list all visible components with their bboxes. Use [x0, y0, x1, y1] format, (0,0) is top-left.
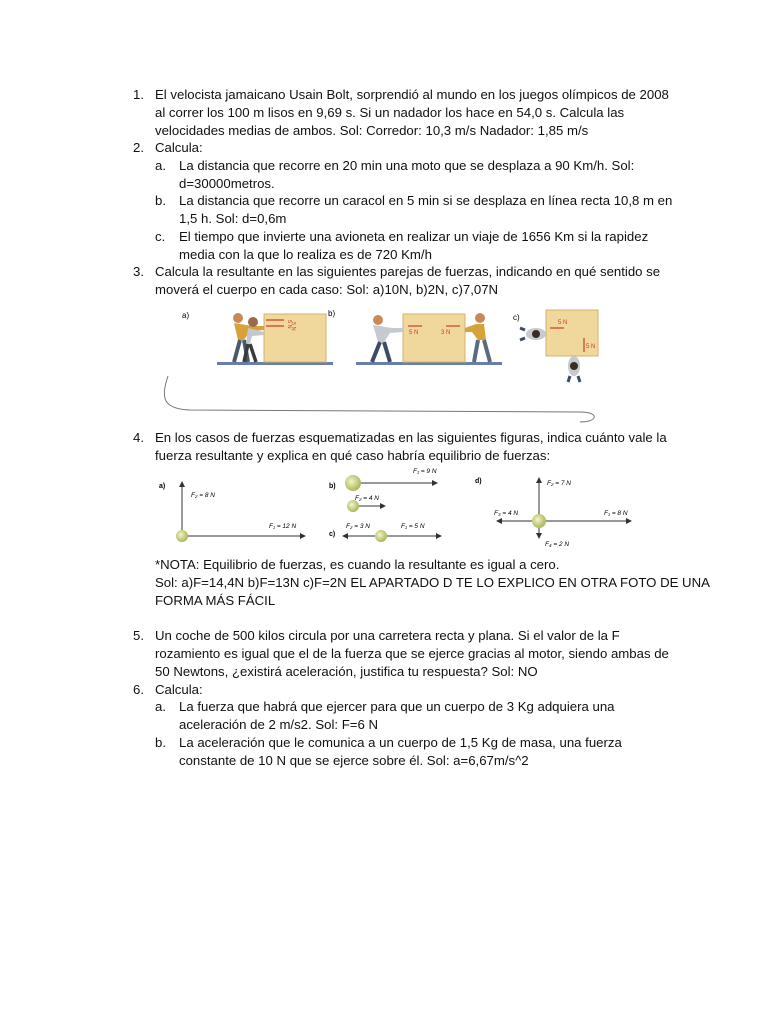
text-line: aceleración de 2 m/s2. Sol: F=6 N: [179, 716, 379, 732]
force-diagrams-figure: [155, 466, 645, 554]
diagram-label-b: b): [329, 483, 336, 490]
question-number: 5.: [133, 628, 144, 643]
diagram-label-c: c): [329, 531, 336, 538]
text-line: Sol: a)F=14,4N b)F=13N c)F=2N EL APARTADO D TE LO EXPLICO EN OTRA FOTO DE UNA: [155, 574, 710, 590]
force-label-c-f2: F₂ = 3 N: [346, 523, 370, 530]
fig-label-a: a): [182, 311, 190, 320]
force-label-c2: 5 N: [586, 344, 596, 350]
force-label-d-f3: F₃ = 4 N: [494, 510, 519, 517]
force-label-b-f2: F₂ = 4 N: [355, 495, 379, 502]
force-label-b1: 5 N: [409, 330, 419, 336]
text-line: La distancia que recorre un caracol en 5 min si se desplaza en línea recta 10,8 m en: [179, 193, 673, 208]
note-block: [155, 556, 710, 609]
text-line: Calcula la resultante en las siguientes parejas de fuerzas, indicando en qué sentido se: [155, 264, 661, 279]
fig-label-b: b): [328, 309, 336, 318]
body-c: [375, 530, 387, 542]
text-line: 50 Newtons, ¿existirá aceleración, justifica tu respuesta? Sol: NO: [155, 663, 538, 679]
text-line: *NOTA: Equilibrio de fuerzas, es cuando la resultante es igual a cero.: [155, 557, 560, 572]
person-b1: [372, 315, 403, 362]
text-line: La distancia que recorre en 20 min una moto que se desplaza a 90 Km/h. Sol:: [179, 158, 635, 173]
person-c1-topview: [520, 328, 546, 340]
text-line: El velocista jamaicano Usain Bolt, sorprendió al mundo en los juegos olímpicos de 2008: [155, 87, 669, 102]
text-line: rozamiento es igual que el de la fuerza que se ejerce gracias al motor, siendo ambas de: [155, 645, 669, 661]
body-b1: [345, 475, 361, 491]
text-line: 1,5 h. Sol: d=0,6m: [179, 210, 287, 226]
force-label-a-f1: F₁ = 12 N: [269, 523, 297, 530]
body-d: [532, 514, 546, 528]
question-title: Calcula:: [155, 682, 203, 697]
subquestion-letter: a.: [155, 699, 166, 714]
subquestion-letter: b.: [155, 193, 166, 208]
force-label-a-f2: F₂ = 8 N: [191, 492, 215, 499]
question-number: 1.: [133, 87, 144, 102]
text-line: fuerza resultante y explica en qué caso habría equilibrio de fuerzas:: [155, 447, 551, 463]
fig-label-c: c): [513, 313, 520, 322]
diagram-label-a: a): [159, 483, 166, 490]
question-text: [155, 86, 669, 139]
body-a: [176, 530, 188, 542]
force-label-d-f1: F₁ = 8 N: [604, 510, 628, 517]
text-line: La fuerza que habrá que ejercer para que un cuerpo de 3 Kg adquiera una: [179, 699, 615, 714]
subquestion-letter: c.: [155, 229, 166, 244]
person-a2: [244, 317, 264, 362]
text-line: FORMA MÁS FÁCIL: [155, 592, 276, 608]
force-label-d-f2: F₂ = 7 N: [547, 480, 571, 487]
question-number: 2.: [133, 140, 144, 155]
force-label-c1: 5 N: [558, 320, 568, 326]
text-line: al correr los 100 m lisos en 9,69 s. Si un nadador los hace en 54,0 s. Calcula las: [155, 104, 625, 120]
person-b2: [465, 313, 490, 362]
force-label-c-f1: F₁ = 5 N: [401, 523, 425, 530]
text-line: En los casos de fuerzas esquematizadas en las siguientes figuras, indica cuánto vale la: [155, 430, 667, 445]
question-number: 6.: [133, 682, 144, 697]
text-line: constante de 10 N que se ejerce sobre él. Sol: a=6,67m/s^2: [179, 752, 529, 768]
bracket-line: [164, 376, 594, 422]
text-line: moverá el cuerpo en cada caso: Sol: a)10N, b)2N, c)7,07N: [155, 281, 499, 297]
force-label-a1: 5 N: [286, 320, 292, 329]
force-label-b2: 3 N: [441, 330, 451, 336]
question-number: 4.: [133, 430, 144, 445]
text-line: d=30000metros.: [179, 175, 275, 191]
pushing-forces-figure: [160, 304, 610, 424]
text-line: Un coche de 500 kilos circula por una carretera recta y plana. Si el valor de la F: [155, 628, 620, 643]
text-line: velocidades medias de ambos. Sol: Corredor: 10,3 m/s Nadador: 1,85 m/s: [155, 122, 589, 138]
question-number: 3.: [133, 264, 144, 279]
subquestion-letter: b.: [155, 735, 166, 750]
force-label-b-f1: F₁ = 9 N: [413, 468, 437, 475]
text-line: El tiempo que invierte una avioneta en realizar un viaje de 1656 Km si la rapidez: [179, 229, 649, 244]
box-b: [403, 314, 465, 362]
force-label-d-f4: F₄ = 2 N: [545, 541, 570, 548]
diagram-label-d: d): [475, 478, 482, 485]
question-title: Calcula:: [155, 140, 203, 155]
text-line: La aceleración que le comunica a un cuerpo de 1,5 Kg de masa, una fuerza: [179, 735, 622, 750]
text-line: media con la que lo realiza es de 720 Km/h: [179, 246, 432, 262]
person-c2-topview: [568, 356, 580, 382]
force-label-a2: 5 N: [290, 322, 296, 331]
subquestion-letter: a.: [155, 158, 166, 173]
